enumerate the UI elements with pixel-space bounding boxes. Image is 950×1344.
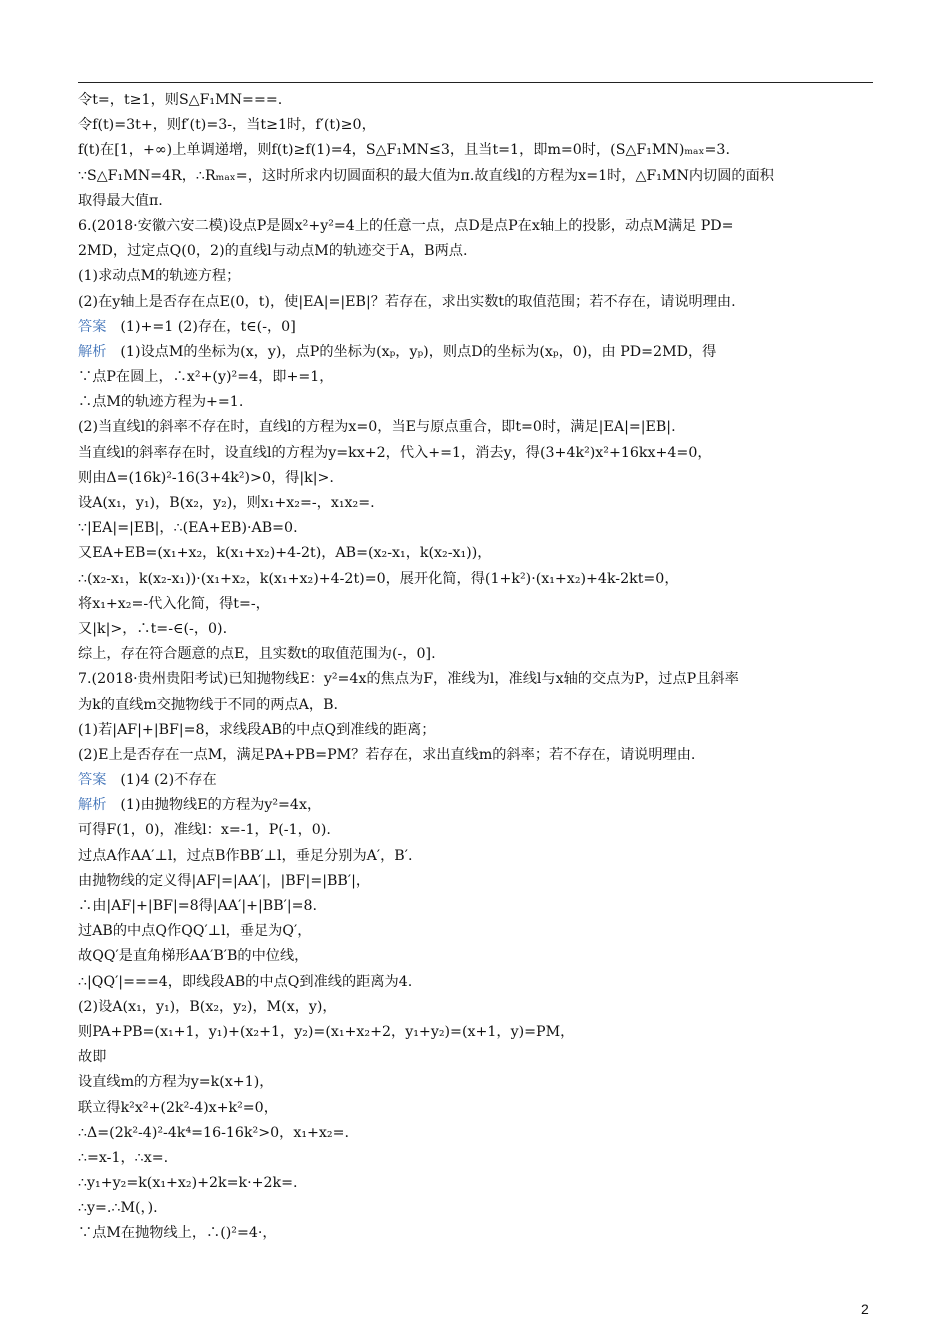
line-text: 设A(x₁，y₁)，B(x₂，y₂)，则x₁+x₂=-，x₁x₂=. [78,495,375,511]
line-text: 故QQ′是直角梯形AA′B′B的中位线， [78,948,309,965]
text-line [78,390,873,415]
text-line [78,1221,873,1246]
text-line [78,944,873,969]
text-line [78,214,873,239]
text-line [78,1121,873,1146]
line-text: 设直线m的方程为y=k(x+1)， [78,1074,274,1091]
text-line [78,970,873,995]
text-line [78,768,873,793]
line-text: (2)E上是否存在一点M，满足PA+PB=PM？若存在，求出直线m的斜率；若不存在，请说明理由. [78,746,696,763]
text-line [78,894,873,919]
line-text: (2)当直线l的斜率不存在时，直线l的方程为x=0，当E与原点重合，即t=0时，满足|EA|=|EB|. [78,419,676,436]
text-line [78,1196,873,1221]
page-number: 2 [861,1301,869,1317]
text-line [78,1171,873,1196]
text-line [78,365,873,390]
text-line [78,466,873,491]
line-text: ∴由|AF|+|BF|=8得|AA′|+|BB′|=8. [78,898,318,914]
answer-label: 答案 [78,772,107,789]
analysis-label: 解析 [78,343,107,360]
text-line [78,415,873,440]
text-line [78,491,873,516]
text-line [78,1045,873,1070]
text-line [78,189,873,214]
text-line [78,516,873,541]
text-line [78,1020,873,1045]
line-text: ∴=x-1，∴x=. [78,1149,169,1166]
line-text: 由抛物线的定义得|AF|=|AA′|，|BF|=|BB′|， [78,872,371,889]
line-text: 当直线l的斜率存在时，设直线l的方程为y=kx+2，代入+=1，消去y，得(3+4k²)x²+16kx+4=0， [78,444,712,461]
line-text: 则由Δ=(16k)²-16(3+4k²)>0，得|k|>. [78,469,334,486]
text-line [78,315,873,340]
line-text: 2MD，过定点Q(0，2)的直线l与动点M的轨迹交于A，B两点. [78,243,468,260]
text-line [78,441,873,466]
text-line [78,138,873,163]
line-text: ∴y₁+y₂=k(x₁+x₂)+2k=k·+2k=. [78,1175,298,1192]
text-line [78,793,873,818]
line-text: 又EA+EB=(x₁+x₂，k(x₁+x₂)+4-2t)，AB=(x₂-x₁，k(x₂-x₁))， [78,545,492,562]
answer-label: 答案 [78,318,107,335]
line-text: 可得F(1，0)，准线l：x=-1，P(-1，0). [78,822,331,839]
text-line [78,340,873,365]
text-line [78,844,873,869]
line-text: ∴Δ=(2k²-4)²-4k⁴=16-16k²>0，x₁+x₂=. [78,1124,349,1141]
text-line [78,290,873,315]
analysis-label: 解析 [78,797,107,814]
text-line [78,264,873,289]
line-text: 取得最大值π. [78,192,163,209]
text-line [78,1070,873,1095]
line-text: (1)+=1 (2)存在，t∈(-，0] [120,318,296,335]
text-line [78,919,873,944]
text-line [78,113,873,138]
text-line [78,88,873,113]
line-text: 6.(2018·安徽六安二模)设点P是圆x²+y²=4上的任意一点，点D是点P在x轴上的投影，动点M满足 PD= [78,217,734,234]
line-text: ∴|QQ′|===4，即线段AB的中点Q到准线的距离为4. [78,973,413,990]
text-line [78,239,873,264]
line-text: (1)由抛物线E的方程为y²=4x， [120,797,322,814]
line-text: f(t)在[1，+∞)上单调递增，则f(t)≥f(1)=4，S△F₁MN≤3，且当t=1，即m=0时，(S△F₁MN)ₘₐₓ=3. [78,142,730,159]
line-text: 联立得k²x²+(2k²-4)x+k²=0， [78,1099,278,1116]
line-text: ∵点P在圆上，∴x²+(y)²=4，即+=1， [78,369,334,386]
line-text: ∴点M的轨迹方程为+=1. [78,394,244,411]
line-text: (2)在y轴上是否存在点E(0，t)，使|EA|=|EB|？若存在，求出实数t的取值范围；若不存在，请说明理由. [78,293,736,310]
header-rule [78,82,873,83]
line-text: (1)4 (2)不存在 [120,772,217,789]
line-text: ∴y=.∴M(，). [78,1200,158,1217]
line-text: 为k的直线m交抛物线于不同的两点A，B. [78,696,339,713]
line-text: ∴(x₂-x₁，k(x₂-x₁))·(x₁+x₂，k(x₁+x₂)+4-2t)=0，展开化简，得(1+k²)·(x₁+x₂)+4k-2kt=0， [78,570,679,587]
line-text: 过点A作AA′⊥l，过点B作BB′⊥l，垂足分别为A′，B′. [78,847,413,864]
text-line [78,743,873,768]
line-text: 将x₁+x₂=-代入化简，得t=-， [78,595,270,612]
line-text: 令t=，t≥1，则S△F₁MN===. [78,92,283,108]
line-text: 7.(2018·贵州贵阳考试)已知抛物线E：y²=4x的焦点为F，准线为l，准线l与x轴的交点为P，过点P且斜率 [78,671,739,688]
text-line [78,617,873,642]
line-text: 又|k|>，∴t=-∈(-，0). [78,620,228,637]
line-text: ∵点M在抛物线上，∴()²=4·， [78,1225,277,1242]
text-line [78,667,873,692]
line-text: 令f(t)=3t+，则f′(t)=3-，当t≥1时，f′(t)≥0， [78,117,376,134]
line-text: (1)若|AF|+|BF|=8，求线段AB的中点Q到准线的距离； [78,721,436,738]
text-line [78,1146,873,1171]
text-line [78,541,873,566]
line-text: ∵|EA|=|EB|，∴(EA+EB)·AB=0. [78,520,298,537]
line-text: (1)求动点M的轨迹方程； [78,268,241,285]
text-line [78,995,873,1020]
line-text: (1)设点M的坐标为(x，y)，点P的坐标为(xₚ，yₚ)，则点D的坐标为(xₚ，0)，由 PD=2MD，得 [120,343,717,360]
text-line [78,693,873,718]
text-line [78,592,873,617]
text-line [78,1096,873,1121]
text-line [78,869,873,894]
line-text: 故即 [78,1049,107,1066]
line-text: 则PA+PB=(x₁+1，y₁)+(x₂+1，y₂)=(x₁+x₂+2，y₁+y₂)=(x+1，y)=PM， [78,1023,575,1040]
text-line [78,164,873,189]
line-text: (2)设A(x₁，y₁)，B(x₂，y₂)，M(x，y)， [78,998,337,1015]
line-text: ∵S△F₁MN=4R，∴Rₘₐₓ=，这时所求内切圆面积的最大值为π.故直线l的方程为x=1时，△F₁MN内切圆的面积 [78,167,774,184]
text-line [78,718,873,743]
text-line [78,642,873,667]
document-body [78,88,873,1247]
text-line [78,567,873,592]
line-text: 综上，存在符合题意的点E，且实数t的取值范围为(-，0]. [78,646,436,663]
text-line [78,818,873,843]
line-text: 过AB的中点Q作QQ′⊥l，垂足为Q′， [78,923,312,940]
